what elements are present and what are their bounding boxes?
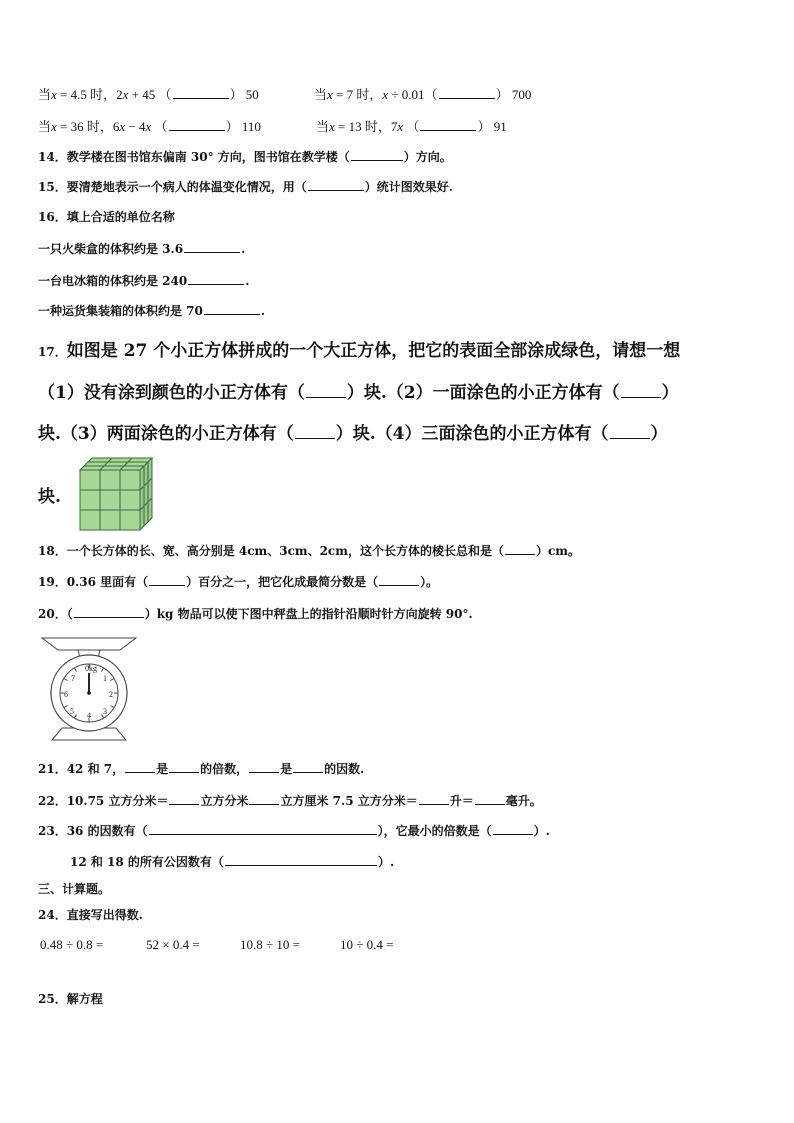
question-14: 14．教学楼在图书馆东偏南 30° 方向，图书馆在教学楼（ ）方向。 [38,150,452,164]
question-17-line2: （1）没有涂到颜色的小正方体有（ ）块.（2）一面涂色的小正方体有（ ） [38,383,679,403]
question-22: 22．10.75 立方分米＝ 立方分米 立方厘米 7.5 立方分米＝ 升＝ 毫升。 [38,794,542,808]
answer-blank[interactable] [149,584,185,586]
answer-blank[interactable] [184,251,240,253]
question-17-line4: 块. [38,487,61,507]
green-cube-figure [74,457,154,531]
q13-row2-left: 当x = 36 时，6x − 4x （ ） 110 [38,119,261,134]
question-16a: 一只火柴盒的体积约是 3.6 . [38,242,246,256]
scale-number-4: 4 [87,711,91,720]
answer-blank[interactable] [505,553,535,555]
answer-blank[interactable] [439,97,495,99]
scale-number-2: 2 [109,690,113,699]
question-24-title: 24．直接写出得数. [38,908,143,922]
question-18: 18．一个长方体的长、宽、高分别是 4cm、3cm、2cm，这个长方体的棱长总和是（ ）cm。 [38,544,580,558]
answer-blank[interactable] [420,129,476,131]
kitchen-scale-figure [40,636,140,744]
answer-blank[interactable] [169,803,199,805]
answer-blank[interactable] [173,97,229,99]
q13-row1-right: 当x = 7 时，x ÷ 0.01（ ） 700 [314,87,532,102]
answer-blank[interactable] [169,771,199,773]
scale-label-0kg: 0kg [85,664,97,673]
answer-blank[interactable] [621,396,661,398]
answer-blank[interactable] [225,864,377,866]
scale-number-5: 5 [70,707,74,716]
answer-blank[interactable] [610,437,650,439]
q13-row2-right: 当x = 13 时，7x （ ） 91 [316,119,507,134]
question-16b: 一台电冰箱的体积约是 240 . [38,274,250,288]
answer-blank[interactable] [351,159,403,161]
question-16c: 一种运货集装箱的体积约是 70 . [38,304,266,318]
calc-3: 10.8 ÷ 10 = [240,937,300,952]
answer-blank[interactable] [188,283,244,285]
answer-blank[interactable] [295,437,335,439]
question-15: 15．要清楚地表示一个病人的体温变化情况，用（ ）统计图效果好. [38,180,453,194]
section-3-heading: 三、计算题。 [38,882,111,896]
answer-blank[interactable] [169,129,225,131]
answer-blank[interactable] [308,189,364,191]
answer-blank[interactable] [419,803,449,805]
question-25-title: 25．解方程 [38,992,103,1006]
question-23-line1: 23．36 的因数有（ ），它最小的倍数是（ ）. [38,824,550,838]
answer-blank[interactable] [249,803,279,805]
answer-blank[interactable] [475,803,505,805]
question-20: 20．（ ）kg 物品可以使下图中秤盘上的指针沿顺时针方向旋转 90°. [38,607,473,621]
answer-blank[interactable] [149,833,377,835]
question-19: 19．0.36 里面有（ ）百分之一，把它化成最简分数是（ ）。 [38,575,439,589]
calc-2: 52 × 0.4 = [146,937,200,952]
answer-blank[interactable] [74,616,144,618]
answer-blank[interactable] [379,584,419,586]
scale-number-1: 1 [103,674,107,683]
question-21: 21．42 和 7， 是 的倍数， 是 的因数. [38,762,365,776]
answer-blank[interactable] [125,771,155,773]
question-17-line1: 17．如图是 27 个小正方体拼成的一个大正方体，把它的表面全部涂成绿色，请想一想 [38,341,681,361]
answer-blank[interactable] [249,771,279,773]
calc-1: 0.48 ÷ 0.8 = [40,937,104,952]
answer-blank[interactable] [204,313,260,315]
q13-row1-left: 当x = 4.5 时，2x + 45 （ ） 50 [38,87,259,102]
question-16-title: 16．填上合适的单位名称 [38,210,175,224]
answer-blank[interactable] [293,771,323,773]
scale-number-7: 7 [71,674,75,683]
calc-4: 10 ÷ 0.4 = [340,937,394,952]
scale-number-3: 3 [103,707,107,716]
answer-blank[interactable] [493,833,533,835]
question-17-line3: 块.（3）两面涂色的小正方体有（ ）块.（4）三面涂色的小正方体有（ ） [38,424,668,444]
question-23-line2: 12 和 18 的所有公因数有（ ）. [70,855,395,869]
scale-number-6: 6 [64,690,68,699]
answer-blank[interactable] [306,396,346,398]
